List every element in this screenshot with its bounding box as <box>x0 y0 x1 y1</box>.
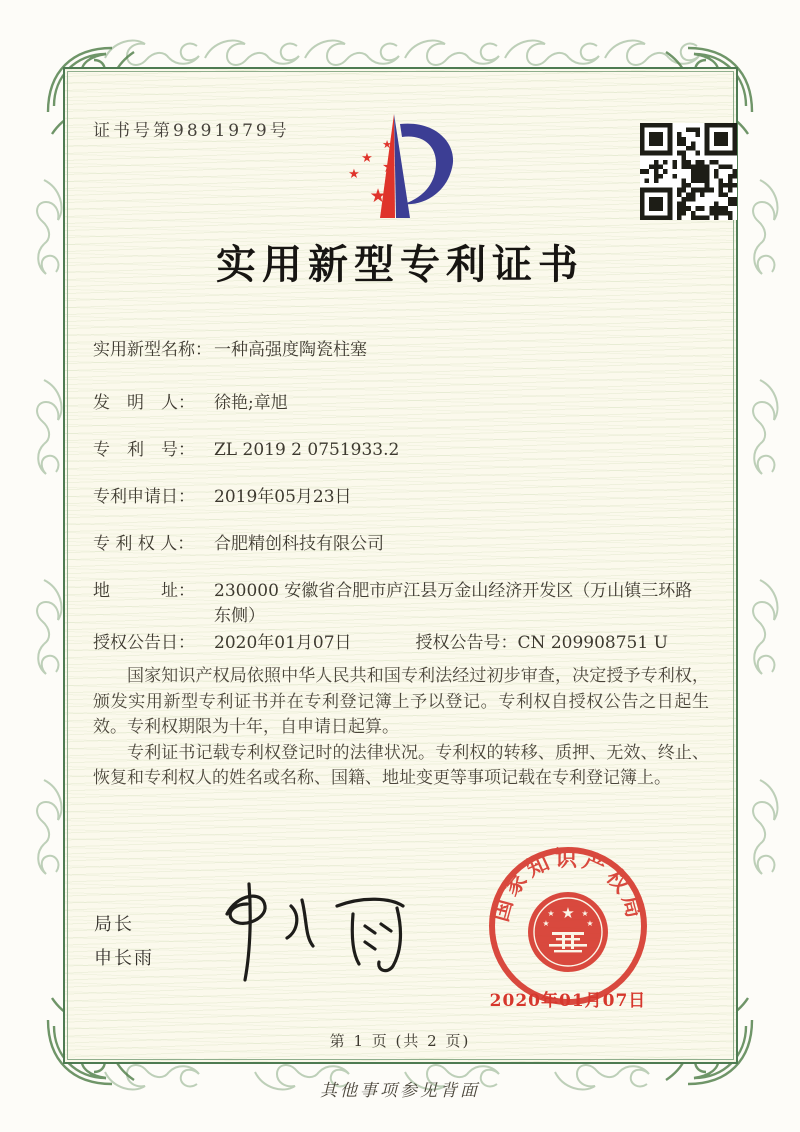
seal-date: 2020年01月07日 <box>489 991 647 1011</box>
svg-text:★: ★ <box>369 185 387 207</box>
cnipa-logo <box>336 108 466 226</box>
commissioner-signature <box>205 876 423 988</box>
svg-text:★: ★ <box>361 151 373 166</box>
svg-text:★: ★ <box>348 167 360 182</box>
national-emblem <box>528 892 608 972</box>
field-address <box>93 579 705 629</box>
page-indicator: 第 1 页 (共 2 页) <box>329 1032 471 1050</box>
seal-ring-text: 国家知识产权局 <box>487 846 649 925</box>
field-label: 实用新型名称： <box>93 340 212 360</box>
svg-text:★: ★ <box>547 909 555 918</box>
field-value: 合肥精创科技有限公司 <box>214 534 384 554</box>
grant-number-value: CN 209908751 U <box>517 633 668 653</box>
grant-number-label: 授权公告号： <box>415 633 518 653</box>
field-patentee <box>93 532 705 557</box>
field-grant-announcement <box>93 631 705 656</box>
grant-date-value: 2020年01月07日 <box>214 633 352 653</box>
field-filing-date <box>93 485 705 510</box>
field-value: 2019年05月23日 <box>214 487 352 507</box>
field-inventor <box>93 391 705 416</box>
qr-code <box>640 123 737 220</box>
field-value: 230000 安徽省合肥市庐江县万金山经济开发区（万山镇三环路东侧） <box>214 581 693 626</box>
legal-text <box>93 664 709 792</box>
field-label: 专利申请日： <box>93 487 195 507</box>
field-value: ZL 2019 2 0751933.2 <box>214 440 400 460</box>
svg-text:★: ★ <box>561 904 575 922</box>
grant-date-label: 授权公告日： <box>93 633 195 653</box>
field-label: 专 利 权 人： <box>93 534 195 554</box>
field-label: 发 明 人： <box>93 393 195 413</box>
legal-paragraph-2: 专利证书记载专利权登记时的法律状况。专利权的转移、质押、无效、终止、恢复和专利权人的姓名或名称、国籍、地址变更等事项记载在专利登记簿上。 <box>93 742 709 788</box>
field-value: 一种高强度陶瓷柱塞 <box>214 340 367 360</box>
legal-paragraph-1: 国家知识产权局依照中华人民共和国专利法经过初步审查，决定授予专利权，颁发实用新型专利证书并在专利登记簿上予以登记。专利权自授权公告之日起生效。专利权期限为十年，自申请日起算。 <box>93 666 709 737</box>
certificate-number: 证书号第9891979号 <box>93 121 290 141</box>
field-patent-number <box>93 438 705 463</box>
field-value: 徐艳;章旭 <box>214 393 288 413</box>
svg-text:★: ★ <box>542 919 550 928</box>
svg-text:★: ★ <box>581 909 589 918</box>
commissioner-role: 局长 <box>94 914 134 935</box>
field-label: 地 址： <box>93 581 195 601</box>
svg-text:★: ★ <box>382 138 392 151</box>
back-side-note: 其他事项参见背面 <box>320 1081 480 1101</box>
svg-text:★: ★ <box>381 157 397 176</box>
commissioner-name: 申长雨 <box>94 948 154 969</box>
field-utility-model-name <box>93 338 705 363</box>
svg-text:★: ★ <box>586 919 594 928</box>
certificate-title: 实用新型专利证书 <box>216 241 584 288</box>
field-label: 专 利 号： <box>93 440 195 460</box>
